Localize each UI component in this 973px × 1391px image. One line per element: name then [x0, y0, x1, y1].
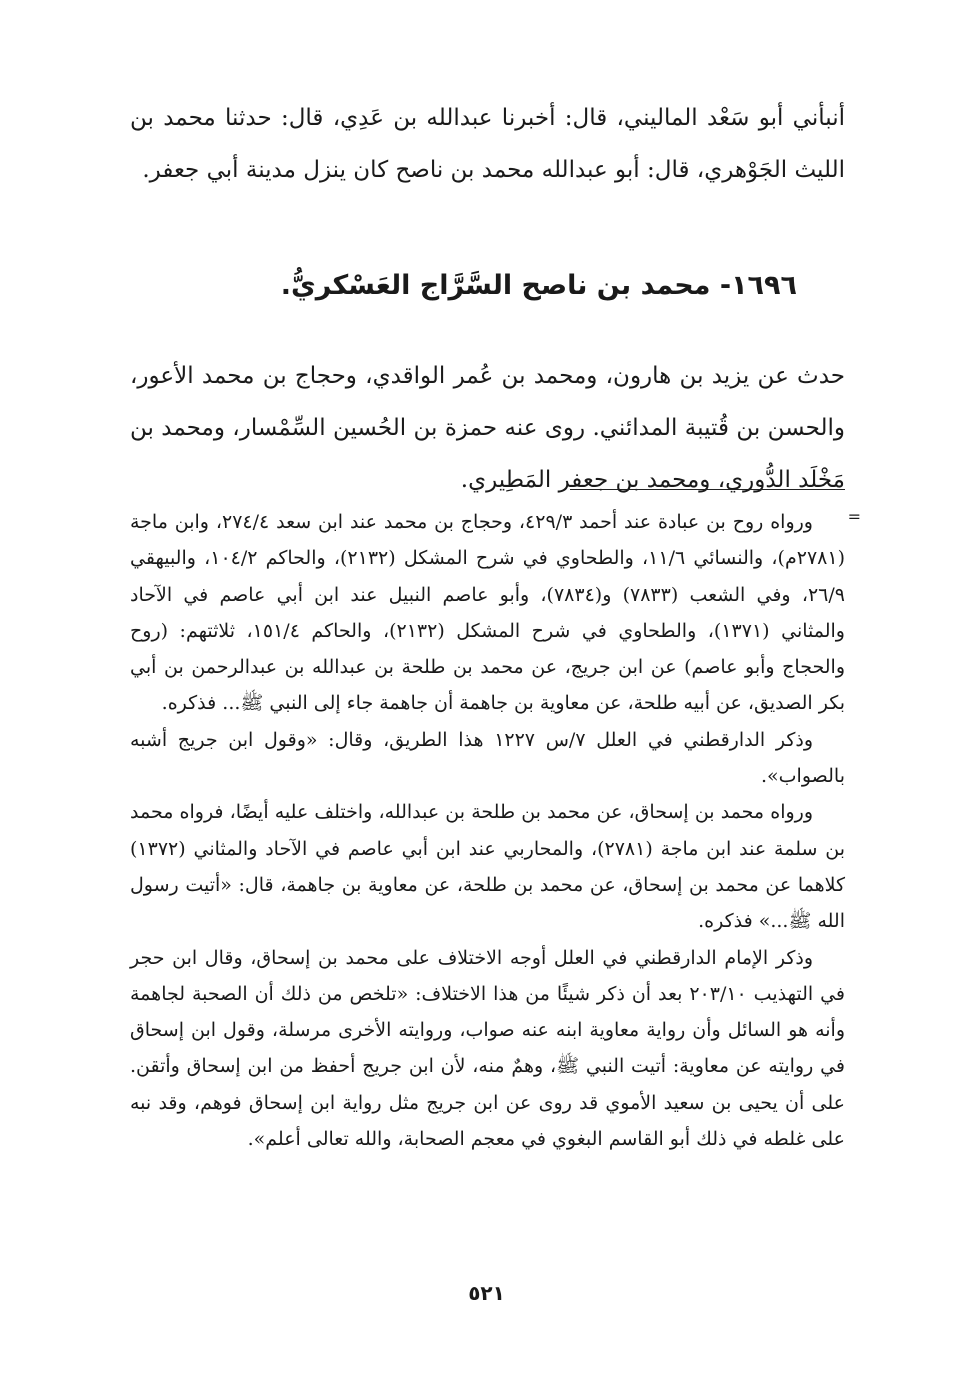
entry-biography [130, 350, 845, 506]
footnote-paragraph: وذكر الدارقطني في العلل ٧/س ١٢٢٧ هذا الطريق، وقال: «وقول ابن جريج أشبه بالصواب». [130, 728, 845, 788]
page-number: ٥٢١ [468, 1281, 505, 1305]
footnote-paragraph: ورواه روح بن عبادة عند أحمد ٤٢٩/٣، وحجاج بن محمد عند ابن سعد ٢٧٤/٤، وابن ماجة (٢٧٨١م)، والنسائي ١١/٦، والطحاوي في شرح المشكل (٢١٣٢)، والحاكم ١٠٤/٢، والبيهقي ٢٦/٩، وفي الشعب (٧٨٣٣) و(٧٨٣٤)، وأبو عاصم النبيل عند ابن أبي عاصم في الآحاد والمثاني (١٣٧١)، والطحاوي في شرح المشكل (٢١٣٢)، والحاكم ١٥١/٤، ثلاثتهم: (روح والحجاج وأبو عاصم) عن ابن جريج، عن محمد بن طلحة بن عبدالله بن عبدالرحمن بن أبي بكر الصديق، عن أبيه طلحة، عن معاوية بن جاهمة أن جاهمة جاء إلى النبي ﷺ... فذكره. [130, 511, 845, 715]
footnotes [130, 504, 845, 1157]
footnote-paragraph: وذكر الإمام الدارقطني في العلل أوجه الاختلاف على محمد بن إسحاق، وقال ابن حجر في التهذيب ٢٠٣/١٠ بعد أن ذكر شيئًا من هذا الاختلاف: «تلخص من ذلك أن الصحبة لجاهمة وأنه هو السائل وأن رواية معاوية ابنه عنه صواب، وروايته الأخرى مرسلة، وقول ابن إسحاق في روايته عن معاوية: أتيت النبي ﷺ، وهمٌ منه، لأن ابن جريج أحفظ من ابن إسحاق وأتقن. على أن يحيى بن سعيد الأموي قد روى عن ابن جريج مثل رواية ابن إسحاق فوهم، وقد نبه على غلطه في ذلك أبو القاسم البغوي في معجم الصحابة، والله تعالى أعلم». [130, 946, 845, 1151]
entry-heading: ١٦٩٦- محمد بن ناصح السَّرَّاج العَسْكريُّ. [280, 270, 797, 301]
footnote-paragraph: ورواه محمد بن إسحاق، عن محمد بن طلحة بن عبدالله، واختلف عليه أيضًا، فرواه محمد بن سلمة عند ابن ماجة (٢٧٨١)، والمحاربي عند ابن أبي عاصم في الآحاد والمثاني (١٣٧٢) كلاهما عن محمد بن إسحاق، عن محمد بن طلحة، عن معاوية بن جاهمة، قال: «أتيت رسول الله ﷺ...» فذكره. [130, 801, 845, 933]
footnote-continuation-mark: = [847, 507, 861, 526]
intro-paragraph [130, 92, 845, 196]
footnote-separator [570, 489, 845, 490]
biography-text: حدث عن يزيد بن هارون، ومحمد بن عُمر الواقدي، وحجاج بن محمد الأعور، والحسن بن قُتيبة المدائني. روى عنه حمزة بن الحُسين السِّمْسار، ومحمد بن مَخْلَد الدُّوري، ومحمد بن جعفر المَطِيري. [130, 363, 845, 493]
intro-text: أنبأني أبو سَعْد الماليني، قال: أخبرنا عبدالله بن عَدِي، قال: حدثنا محمد بن الليث الجَوْهري، قال: أبو عبدالله محمد بن ناصح كان ينزل مدينة أبي جعفر. [130, 105, 845, 183]
